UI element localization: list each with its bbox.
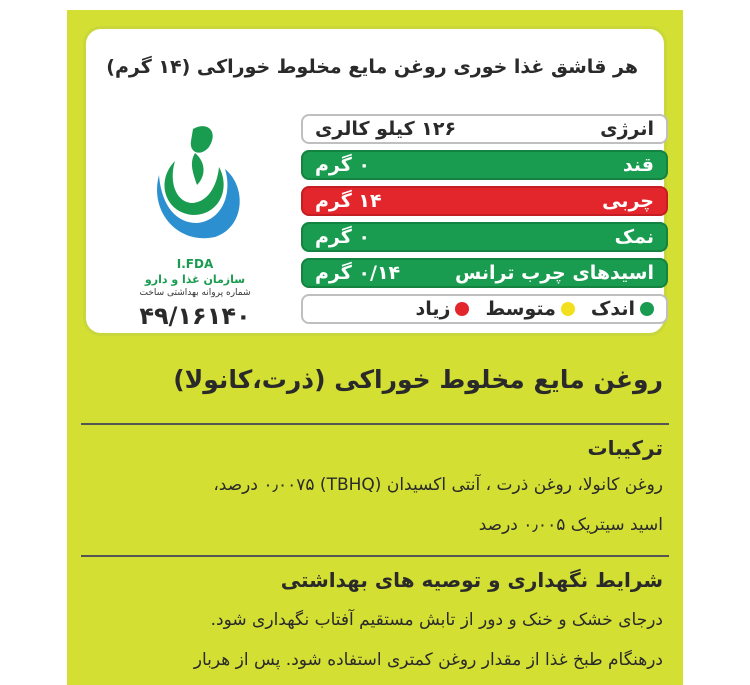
nutrient-name: اسیدهای چرب ترانس [455, 262, 654, 284]
ifda-emblem-icon [135, 117, 255, 257]
red-dot-icon [455, 302, 469, 316]
storage-heading: شرایط نگهداری و توصیه های بهداشتی [280, 568, 663, 592]
nutrient-value: ۰/۱۴ گرم [315, 262, 401, 284]
legend-low [591, 298, 654, 320]
ifda-logo [110, 117, 280, 330]
ingredients-line-2: اسید سیتریک ۰٫۰۰۵ درصد [478, 515, 663, 535]
nutrition-panel [83, 26, 667, 336]
divider [81, 423, 669, 425]
ingredients-heading: ترکیبات [587, 436, 663, 460]
yellow-dot-icon [561, 302, 575, 316]
ingredients-line-1: روغن کانولا، روغن ذرت ، آنتی اکسیدان (TBHQ) ۰٫۰۰۷۵ درصد، [213, 475, 663, 495]
divider [81, 555, 669, 557]
nutrient-value: ۰ گرم [315, 226, 371, 248]
ifda-org-name: سازمان غذا و دارو [144, 273, 246, 286]
serving-size-text: هر قاشق غذا خوری روغن مایع مخلوط خوراکی (۱۴ گرم) [106, 56, 638, 78]
ifda-abbr: I.FDA [176, 257, 214, 271]
legend-medium-label: متوسط [485, 298, 556, 320]
nutrient-value: ۱۲۶ کیلو کالری [315, 118, 457, 140]
legend-high-label: زیاد [415, 298, 451, 320]
nutrition-row-salt [301, 222, 668, 252]
nutrient-name: چربی [602, 190, 654, 212]
product-label [67, 10, 683, 685]
nutrition-row-sugar [301, 150, 668, 180]
legend-high [415, 298, 469, 320]
storage-line-2: درهنگام طبخ غذا از مقدار روغن کمتری استفاده شود. پس از هربار [193, 650, 663, 670]
legend-low-label: اندک [590, 298, 635, 320]
license-label: شماره پروانه بهداشتی ساخت [139, 288, 251, 298]
license-number: ۴۹/۱۶۱۴۰ [139, 302, 251, 330]
nutrition-row-energy [301, 114, 668, 144]
traffic-light-legend [301, 294, 668, 324]
green-dot-icon [640, 302, 654, 316]
nutrient-value: ۰ گرم [315, 154, 371, 176]
nutrient-value: ۱۴ گرم [315, 190, 382, 212]
nutrition-table [301, 114, 668, 330]
nutrient-name: انرژی [600, 118, 654, 140]
product-title: روغن مایع مخلوط خوراکی (ذرت،کانولا) [173, 365, 663, 394]
storage-line-1: درجای خشک و خنک و دور از تابش مستقیم آفتاب نگهداری شود. [210, 610, 663, 630]
nutrition-row-fat [301, 186, 668, 216]
nutrient-name: قند [622, 154, 654, 176]
legend-medium [485, 298, 574, 320]
nutrient-name: نمک [614, 226, 654, 248]
nutrition-row-trans-fat [301, 258, 668, 288]
